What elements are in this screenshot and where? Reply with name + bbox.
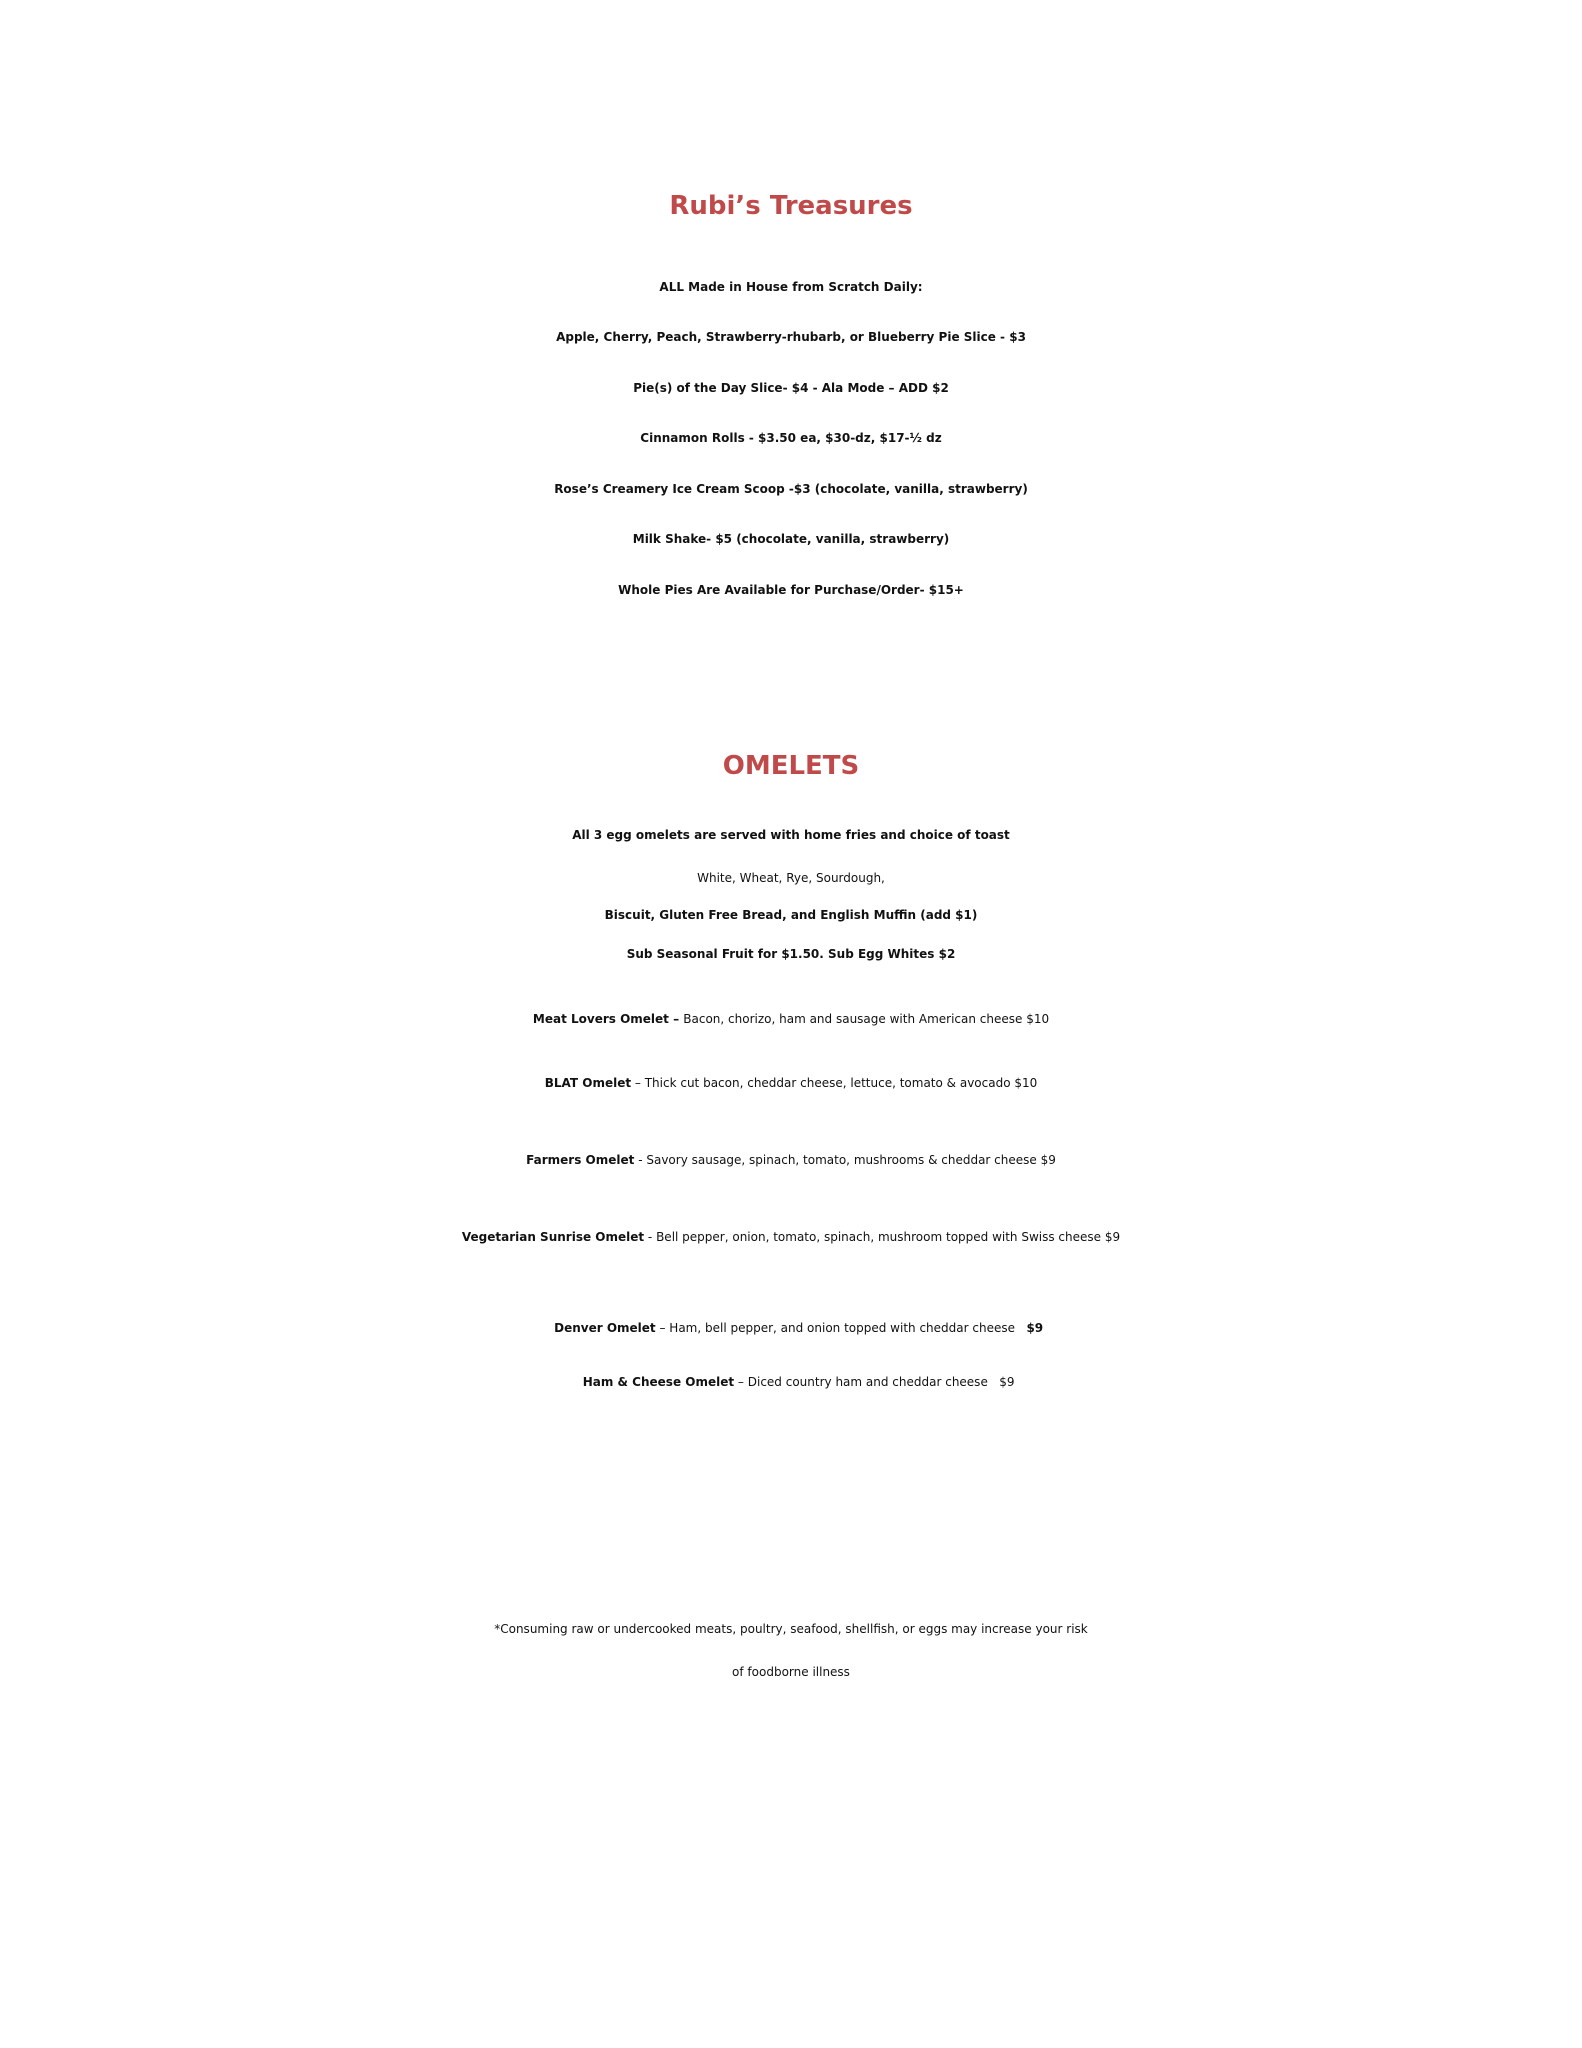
- omelet-item-separator: –: [631, 1076, 645, 1090]
- treasures-line-ice-cream: Rose’s Creamery Ice Cream Scoop -$3 (chocolate, vanilla, strawberry): [554, 482, 1028, 496]
- treasures-title: Rubi’s Treasures: [669, 191, 913, 221]
- omelet-item-separator: –: [734, 1374, 748, 1389]
- omelet-item-description: Savory sausage, spinach, tomato, mushrooms & cheddar cheese $9: [646, 1153, 1056, 1167]
- omelet-item-name: Denver Omelet: [554, 1320, 656, 1335]
- omelet-item-separator: –: [655, 1320, 670, 1335]
- treasures-line-pie-of-day: Pie(s) of the Day Slice- $4 - Ala Mode – ADD $2: [633, 381, 949, 395]
- omelets-intro: All 3 egg omelets are served with home fries and choice of toast: [572, 828, 1010, 842]
- omelet-item-description: Bell pepper, onion, tomato, spinach, mushroom topped with Swiss cheese $9: [656, 1230, 1121, 1244]
- omelet-item-price: $9: [1026, 1320, 1044, 1335]
- disclaimer-line-2: of foodborne illness: [732, 1665, 850, 1679]
- treasures-line-cinnamon-rolls: Cinnamon Rolls - $3.50 ea, $30-dz, $17-½ dz: [640, 431, 942, 445]
- omelets-title: OMELETS: [722, 751, 860, 781]
- omelet-item-description: Thick cut bacon, cheddar cheese, lettuce, tomato & avocado $10: [644, 1076, 1038, 1090]
- treasures-line-pie-slice: Apple, Cherry, Peach, Strawberry-rhubarb, or Blueberry Pie Slice - $3: [556, 330, 1026, 344]
- omelet-item-description: Ham, bell pepper, and onion topped with cheddar cheese: [669, 1320, 1027, 1335]
- omelet-item-name: BLAT Omelet: [544, 1076, 632, 1090]
- omelet-item: [0, 1013, 1582, 1027]
- omelet-item: [0, 1362, 1582, 1403]
- omelets-toast-options: White, Wheat, Rye, Sourdough,: [697, 871, 885, 885]
- omelet-item-name: Farmers Omelet: [526, 1153, 635, 1167]
- omelet-item-description: Bacon, chorizo, ham and sausage with American cheese $10: [683, 1012, 1050, 1026]
- disclaimer-line-1: *Consuming raw or undercooked meats, poultry, seafood, shellfish, or eggs may increase your risk: [494, 1622, 1088, 1636]
- omelet-item: [0, 1308, 1582, 1349]
- omelet-item-separator: -: [634, 1153, 647, 1167]
- omelet-item-description: Diced country ham and cheddar cheese $9: [747, 1374, 1015, 1389]
- omelet-item-name: Vegetarian Sunrise Omelet: [461, 1230, 645, 1244]
- omelets-extra-options: Biscuit, Gluten Free Bread, and English Muffin (add $1): [604, 908, 978, 922]
- omelet-item: [0, 1231, 1582, 1245]
- omelet-item: [0, 1077, 1582, 1091]
- omelet-item-separator: -: [644, 1230, 657, 1244]
- omelet-item-separator: –: [668, 1012, 684, 1026]
- omelet-item-name: Ham & Cheese Omelet: [582, 1374, 735, 1389]
- treasures-intro: ALL Made in House from Scratch Daily:: [659, 280, 923, 294]
- treasures-line-whole-pies: Whole Pies Are Available for Purchase/Order- $15+: [618, 583, 964, 597]
- omelets-subs: Sub Seasonal Fruit for $1.50. Sub Egg Whites $2: [626, 947, 956, 961]
- treasures-line-milk-shake: Milk Shake- $5 (chocolate, vanilla, strawberry): [632, 532, 950, 546]
- omelet-item: [0, 1154, 1582, 1168]
- omelet-item-name: Meat Lovers Omelet: [532, 1012, 669, 1026]
